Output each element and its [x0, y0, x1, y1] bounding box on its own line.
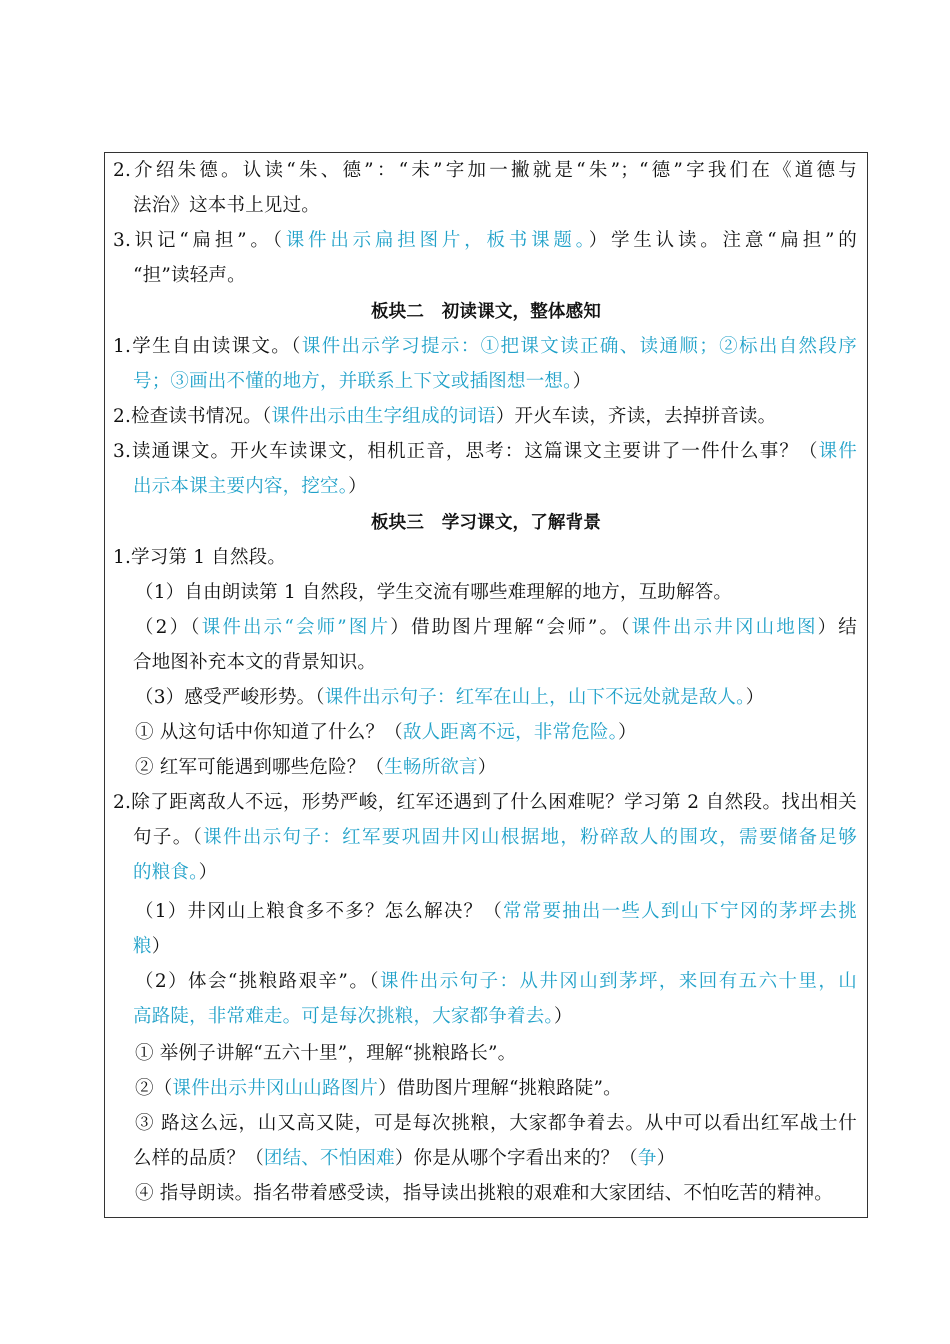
- text-line: 2.检查读书情况。（课件出示由生字组成的词语）开火车读，齐读，去掉拼音读。: [113, 406, 777, 427]
- text-line: 3.读通课文。开火车读课文，相机正音，思考：这篇课文主要讲了一件什么事？（课件: [113, 441, 857, 462]
- text-line: 1.学生自由读课文。（课件出示学习提示：①把课文读正确、读通顺；②标出自然段序: [113, 336, 857, 357]
- section-heading: 板块二 初读课文，整体感知: [370, 302, 602, 322]
- text-line: （3）感受严峻形势。（课件出示句子：红军在山上，山下不远处就是敌人。）: [135, 687, 765, 708]
- text-line: ②（课件出示井冈山山路图片）借助图片理解“挑粮路陡”。: [135, 1078, 622, 1099]
- text-line: 高路陡，非常难走。可是每次挑粮，大家都争着去。）: [133, 1006, 573, 1027]
- text-line: ② 红军可能遇到哪些危险？（生畅所欲言）: [135, 757, 497, 778]
- text-line: ① 从这句话中你知道了什么？（敌人距离不远，非常危险。）: [135, 722, 637, 743]
- text-line: 句子。（课件出示句子：红军要巩固井冈山根据地，粉碎敌人的围攻，需要储备足够: [133, 827, 857, 848]
- text-line: 么样的品质？（团结、不怕困难）你是从哪个字看出来的？（争）: [133, 1148, 676, 1169]
- text-line: 1.学习第 1 自然段。: [113, 547, 287, 568]
- lesson-table-cell: [104, 152, 868, 1218]
- text-line: 合地图补充本文的背景知识。: [133, 652, 377, 673]
- text-line: ① 举例子讲解“五六十里”，理解“挑粮路长”。: [135, 1043, 517, 1064]
- text-line: 的粮食。）: [133, 862, 218, 883]
- text-line: （1）自由朗读第 1 自然段，学生交流有哪些难理解的地方，互助解答。: [135, 582, 733, 603]
- text-line: 3.识记“扁担”。（课件出示扁担图片，板书课题。）学生认读。注意“扁担”的: [113, 230, 857, 251]
- text-line: 2.除了距离敌人不远，形势严峻，红军还遇到了什么困难呢？学习第 2 自然段。找出相关: [113, 792, 857, 813]
- text-line: 号；③画出不懂的地方，并联系上下文或插图想一想。）: [133, 371, 592, 392]
- text-line: （1）井冈山上粮食多不多？怎么解决？（常常要抽出一些人到山下宁冈的茅坪去挑: [135, 901, 858, 922]
- text-line: 出示本课主要内容，挖空。）: [133, 476, 367, 497]
- text-line: 2.介绍朱德。认读“朱、德”：“未”字加一撇就是“朱”；“德”字我们在《道德与: [113, 160, 857, 181]
- section-heading: 板块三 学习课文，了解背景: [370, 513, 602, 533]
- text-line: ③ 路这么远，山又高又陡，可是每次挑粮，大家都争着去。从中可以看出红军战士什: [135, 1113, 857, 1134]
- text-line: （2）（课件出示“会师”图片）借助图片理解“会师”。（课件出示井冈山地图）结: [135, 617, 857, 638]
- text-line: “担”读轻声。: [133, 265, 246, 286]
- text-line: 粮）: [133, 936, 171, 957]
- text-line: （2）体会“挑粮路艰辛”。（课件出示句子：从井冈山到茅坪，来回有五六十里，山: [135, 971, 857, 992]
- text-line: 法治》这本书上见过。: [133, 195, 321, 216]
- text-line: ④ 指导朗读。指名带着感受读，指导读出挑粮的艰难和大家团结、不怕吃苦的精神。: [135, 1183, 833, 1204]
